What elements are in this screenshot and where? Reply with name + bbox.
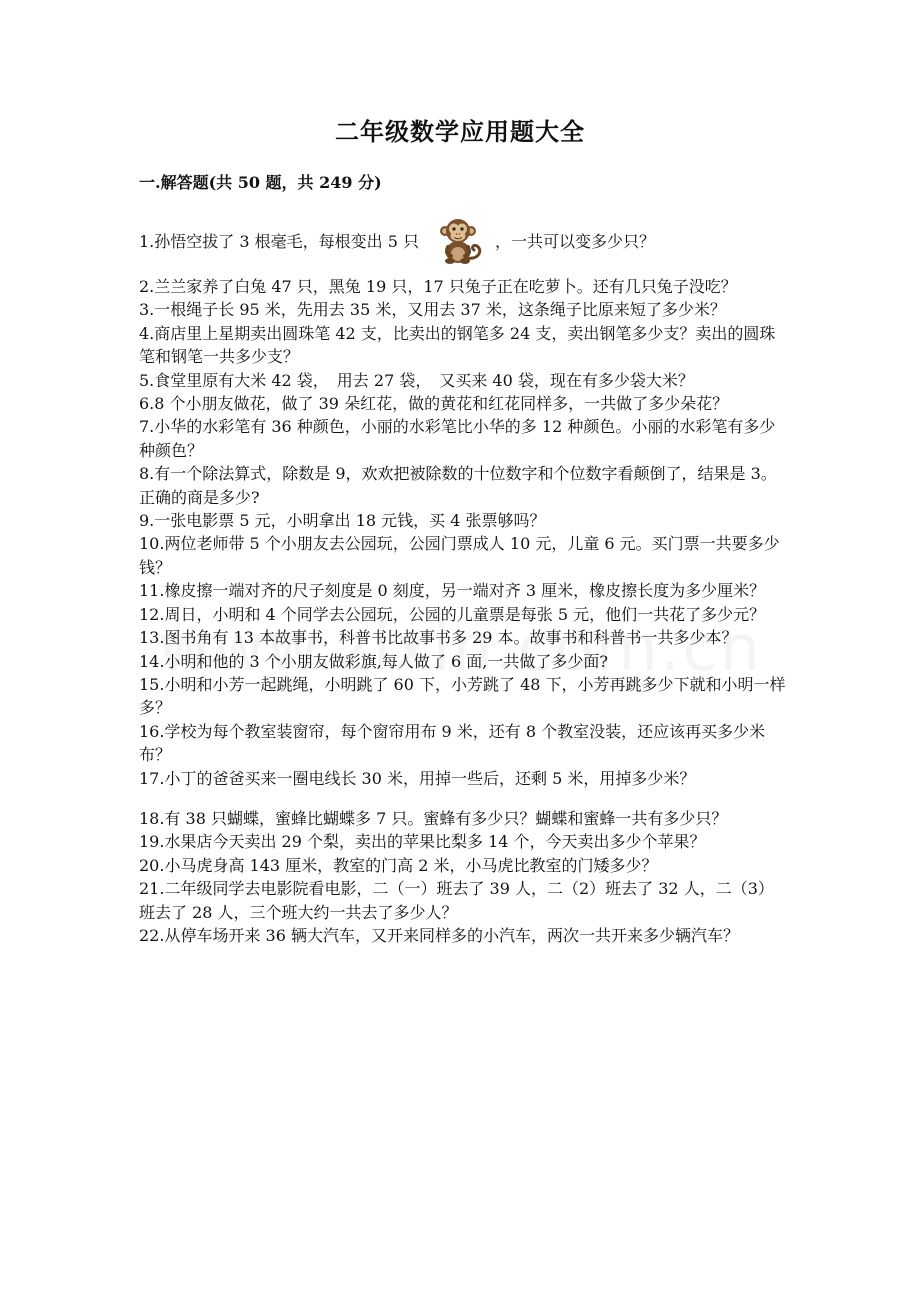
- question-18: 18.有 38 只蝴蝶，蜜蜂比蝴蝶多 7 只。蜜蜂有多少只？蝴蝶和蜜蜂一共有多少只？: [139, 808, 728, 828]
- question-6: 6.8 个小朋友做花，做了 39 朵红花，做的黄花和红花同样多，一共做了多少朵花？: [139, 394, 729, 414]
- question-2: 2.兰兰家养了白兔 47 只，黑兔 19 只，17 只兔子正在吃萝卜。还有几只兔子没吃？: [139, 277, 737, 296]
- question-8: 8.有一个除法算式，除数是 9，欢欢把被除数的十位数字和个位数字看颠倒了，结果是 3。正确的商是多少?: [139, 464, 777, 507]
- monkey-icon: [433, 214, 485, 266]
- question-20: 20.小马虎身高 143 厘米，教室的门高 2 米，小马虎比教室的门矮多少？: [139, 855, 658, 875]
- question-15: 15.小明和小芳一起跳绳，小明跳了 60 下，小芳跳了 48 下，小芳再跳多少下就和小明一样多？: [139, 674, 786, 718]
- question-17: 17.小丁的爸爸买来一圈电线长 30 米，用掉一些后，还剩 5 米，用掉多少米？: [139, 768, 696, 788]
- page-title: 二年级数学应用题大全: [335, 117, 585, 146]
- question-4: 4.商店里上星期卖出圆珠笔 42 支，比卖出的钢笔多 24 支，卖出钢笔多少支？卖出的圆珠笔和钢笔一共多少支？: [139, 323, 776, 367]
- question-1-text-before: 1.孙悟空拔了 3 根毫毛，每根变出 5 只: [139, 232, 419, 251]
- question-9: 9.一张电影票 5 元，小明拿出 18 元钱，买 4 张票够吗？: [139, 511, 546, 531]
- question-19: 19.水果店今天卖出 29 个梨，卖出的苹果比梨多 14 个，今天卖出多少个苹果？: [139, 832, 706, 852]
- question-16: 16.学校为每个教室装窗帘，每个窗帘用布 9 米，还有 8 个教室没装，还应该再买多少米布？: [139, 721, 766, 765]
- question-11: 11.橡皮擦一端对齐的尺子刻度是 0 刻度，另一端对齐 3 厘米，橡皮擦长度为多少厘米？: [139, 581, 766, 601]
- question-10: 10.两位老师带 5 个小朋友去公园玩，公园门票成人 10 元，儿童 6 元。买门票一共要多少钱？: [139, 534, 780, 577]
- question-14: 14.小明和他的 3 个小朋友做彩旗,每人做了 6 面,一共做了多少面?: [139, 651, 608, 671]
- question-5: 5.食堂里原有大米 42 袋， 用去 27 袋， 又买来 40 袋，现在有多少袋大米？: [139, 370, 694, 390]
- question-12: 12.周日，小明和 4 个同学去公园玩，公园的儿童票是每张 5 元，他们一共花了多少元？: [139, 604, 766, 624]
- question-1-text-after: ，一共可以变多少只？: [494, 232, 655, 251]
- question-22: 22.从停车场开来 36 辆大汽车，又开来同样多的小汽车，两次一共开来多少辆汽车？: [139, 925, 739, 945]
- question-list: [139, 225, 789, 947]
- question-7: 7.小华的水彩笔有 36 种颜色，小丽的水彩笔比小华的多 12 种颜色。小丽的水彩笔有多少种颜色？: [139, 417, 776, 460]
- question-1: [139, 225, 789, 259]
- question-21: 21.二年级同学去电影院看电影，二（一）班去了 39 人，二（2）班去了 32 人，二（3）班去了 28 人，三个班大约一共去了多少人？: [139, 879, 774, 922]
- question-13: 13.图书角有 13 本故事书，科普书比故事书多 29 本。故事书和科普书一共多少本？: [139, 628, 738, 648]
- section-heading: 一.解答题(共 50 题，共 249 分): [139, 173, 382, 192]
- question-3: 3.一根绳子长 95 米，先用去 35 米，又用去 37 米，这条绳子比原来短了多少米？: [139, 300, 726, 320]
